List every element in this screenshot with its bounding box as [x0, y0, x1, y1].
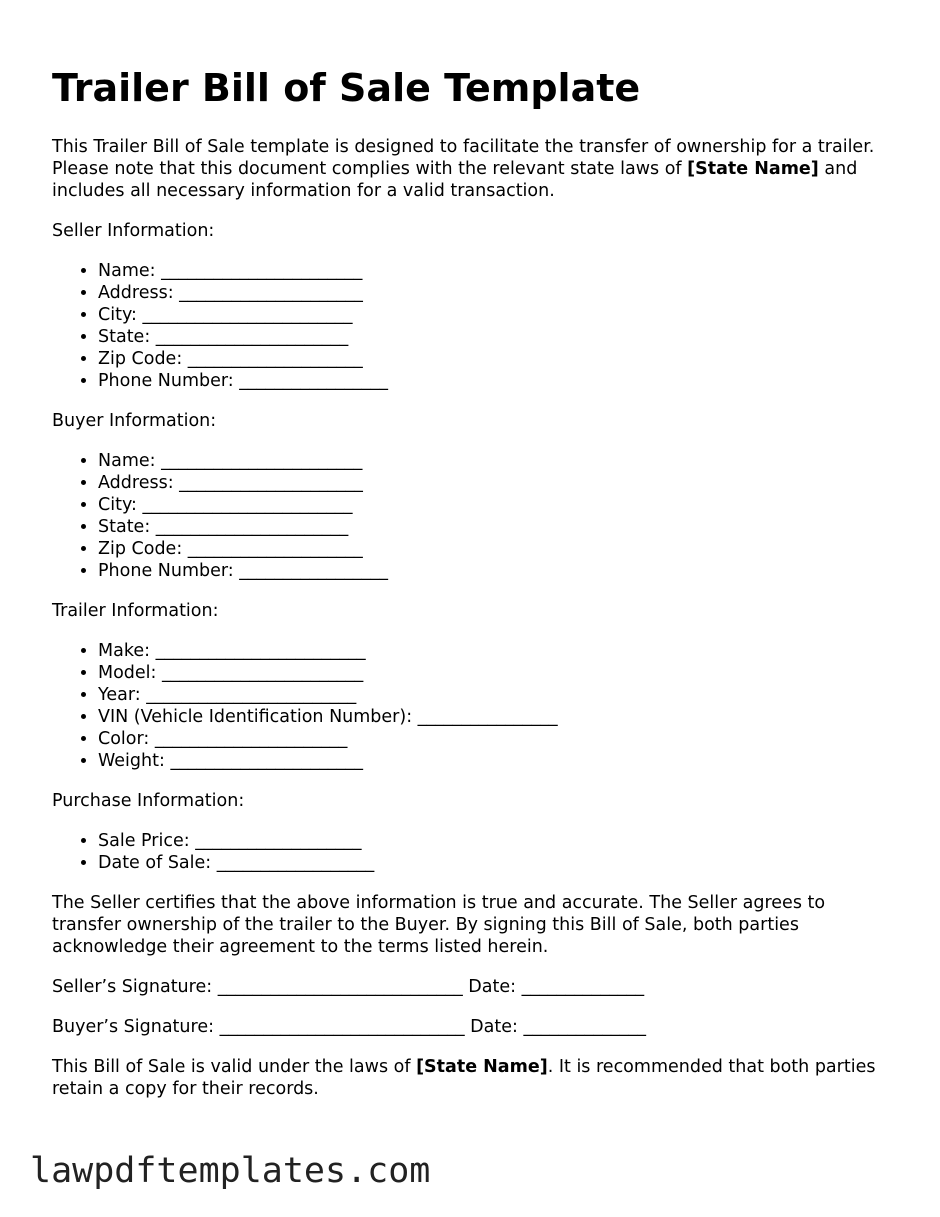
field-label: Make: — [98, 641, 150, 661]
field-label: Date of Sale: — [98, 853, 212, 873]
field-blank: ______________________ — [154, 729, 348, 749]
certification-paragraph: The Seller certifies that the above information is true and accurate. The Seller agrees to transfer ownership of the trailer to the Buyer. By signing this Bill of Sale, both parties acknowledge their agreement to the terms listed herein. — [52, 893, 826, 957]
field-blank: _____________________ — [179, 473, 363, 493]
buyer-city-field — [98, 494, 882, 516]
field-blank: _______________________ — [162, 663, 364, 683]
buyer-date-label: Date: — [470, 1017, 518, 1037]
trailer-model-field — [98, 662, 882, 684]
field-label: Sale Price: — [98, 831, 190, 851]
field-label: Address: — [98, 473, 174, 493]
field-label: Zip Code: — [98, 539, 183, 559]
field-blank: ________________________ — [142, 305, 353, 325]
buyer-heading: Buyer Information: — [52, 411, 217, 431]
intro-text-end: and includes all necessary information for a valid transaction. — [52, 159, 858, 201]
document-title: Trailer Bill of Sale Template — [52, 66, 641, 110]
field-label: VIN (Vehicle Identification Number): — [98, 707, 413, 727]
watermark-footer: lawpdftemplates.com — [30, 1151, 431, 1191]
trailer-vin-field — [98, 706, 882, 728]
field-blank: ______________________ — [155, 327, 349, 347]
trailer-weight-field — [98, 750, 882, 772]
field-label: Phone Number: — [98, 561, 234, 581]
field-label: Year: — [98, 685, 141, 705]
field-blank: _______________________ — [161, 451, 363, 471]
sale-price-field — [98, 830, 882, 852]
trailer-field-list — [52, 640, 882, 772]
intro-state-name: [State Name] — [687, 159, 819, 179]
seller-phone-field — [98, 370, 882, 392]
seller-date-label: Date: — [468, 977, 517, 997]
field-blank: ________________________ — [155, 641, 366, 661]
field-blank: ______________________ — [170, 751, 363, 771]
buyer-state-field — [98, 516, 882, 538]
buyer-field-list — [52, 450, 882, 582]
field-label: Zip Code: — [98, 349, 183, 369]
seller-city-field — [98, 304, 882, 326]
seller-signature-label: Seller’s Signature: — [52, 977, 213, 997]
field-blank: __________________ — [216, 853, 375, 873]
field-label: Model: — [98, 663, 157, 683]
closing-text-end: . It is recommended that both parties retain a copy for their records. — [52, 1057, 876, 1099]
field-blank: ________________ — [417, 707, 558, 727]
seller-state-field — [98, 326, 882, 348]
closing-state-name: [State Name] — [416, 1057, 548, 1077]
field-label: Weight: — [98, 751, 165, 771]
seller-name-field — [98, 260, 882, 282]
seller-field-list — [52, 260, 882, 392]
purchase-field-list — [52, 830, 882, 874]
intro-text-start: This Trailer Bill of Sale template is designed to facilitate the transfer of ownership for a trailer. Please note that this document complies with the relevant state laws of — [52, 137, 875, 179]
intro-paragraph — [52, 136, 882, 202]
buyer-signature-blank: ____________________________ — [219, 1017, 465, 1037]
field-blank: ________________________ — [146, 685, 357, 705]
field-blank: _________________ — [239, 561, 388, 581]
seller-signature-line — [52, 976, 882, 998]
trailer-color-field — [98, 728, 882, 750]
field-blank: _________________ — [239, 371, 388, 391]
buyer-signature-label: Buyer’s Signature: — [52, 1017, 214, 1037]
seller-date-blank: ______________ — [521, 977, 645, 997]
trailer-heading: Trailer Information: — [52, 601, 219, 621]
seller-address-field — [98, 282, 882, 304]
closing-paragraph — [52, 1056, 882, 1100]
field-blank: ________________________ — [142, 495, 353, 515]
buyer-zip-field — [98, 538, 882, 560]
buyer-date-blank: ______________ — [523, 1017, 646, 1037]
closing-text-start: This Bill of Sale is valid under the laws of — [52, 1057, 417, 1077]
field-blank: _______________________ — [161, 261, 363, 281]
field-blank: ____________________ — [187, 349, 363, 369]
seller-zip-field — [98, 348, 882, 370]
purchase-heading: Purchase Information: — [52, 791, 245, 811]
field-label: Name: — [98, 261, 156, 281]
buyer-name-field — [98, 450, 882, 472]
field-blank: ___________________ — [195, 831, 362, 851]
field-blank: _____________________ — [179, 283, 363, 303]
field-label: City: — [98, 495, 137, 515]
seller-heading: Seller Information: — [52, 221, 215, 241]
field-blank: ____________________ — [187, 539, 363, 559]
sale-date-field — [98, 852, 882, 874]
field-label: Address: — [98, 283, 174, 303]
document-page — [52, 62, 882, 1118]
field-label: Name: — [98, 451, 156, 471]
field-label: Color: — [98, 729, 150, 749]
field-label: City: — [98, 305, 137, 325]
buyer-signature-line — [52, 1016, 882, 1038]
field-label: State: — [98, 517, 151, 537]
field-label: Phone Number: — [98, 371, 234, 391]
field-blank: ______________________ — [155, 517, 349, 537]
buyer-phone-field — [98, 560, 882, 582]
trailer-make-field — [98, 640, 882, 662]
field-label: State: — [98, 327, 151, 347]
trailer-year-field — [98, 684, 882, 706]
buyer-address-field — [98, 472, 882, 494]
seller-signature-blank: ____________________________ — [217, 977, 463, 997]
